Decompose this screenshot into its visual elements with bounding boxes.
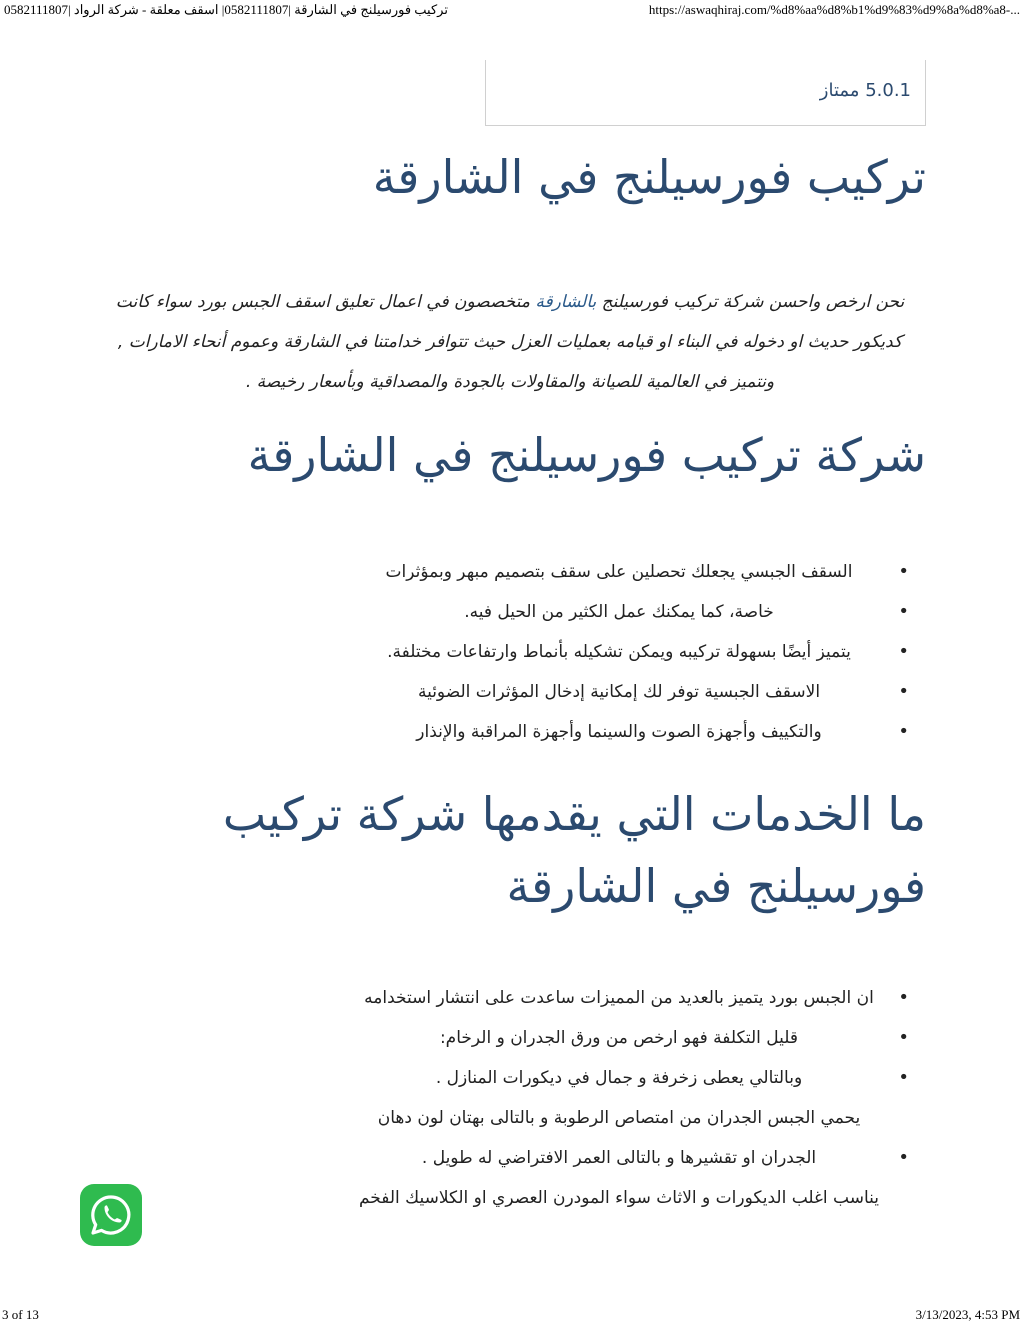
intro-paragraph (110, 282, 910, 402)
list-item: يحمي الجبس الجدران من امتصاص الرطوبة و بالتالى بهتان لون دهان (377, 1108, 861, 1128)
whatsapp-button[interactable] (80, 1184, 142, 1246)
company-heading: شركة تركيب فورسيلنج في الشارقة (247, 428, 926, 482)
print-header (0, 0, 1024, 20)
services-heading: ما الخدمات التي يقدمها شركة تركيب فورسيلنج في الشارقة (222, 787, 926, 913)
intro-text-start: نحن ارخص واحسن شركة تركيب فورسيلنج (596, 292, 905, 312)
whatsapp-icon (80, 1184, 142, 1246)
intro-text-end: متخصصون في اعمال تعليق اسقف الجبس بورد سواء كانت كديكور حديث او دخوله في البناء او قيامه بعمليات العزل حيث تتوافر خدامتنا في الشارقة وعموم أنحاء الامارات , ونتميز في العالمية للصيانة والمقاولات بالجودة والمصداقية وبأسعار رخيصة . (115, 292, 903, 392)
page-title: تركيب فورسيلنج في الشارقة (372, 150, 926, 204)
list-item: • وبالتالي يعطى زخرفة و جمال في ديكورات المنازل . (349, 1058, 889, 1098)
list-item: • خاصة، كما يمكنك عمل الكثير من الحيل فيه. (349, 592, 889, 632)
rating-text: 5.0.1 ممتاز (819, 80, 911, 101)
list-item: • قليل التكلفة فهو ارخص من ورق الجدران و الرخام: (349, 1018, 889, 1058)
list-item: يناسب اغلب الديكورات و الاثاث سواء المودرن العصري او الكلاسيك الفخم (358, 1188, 880, 1208)
print-header-url: https://aswaqhiraj.com/%d8%aa%d8%b1%d9%83%d9%8a%d8%a8-... (648, 2, 1020, 17)
print-header-title: تركيب فورسيلنج في الشارقة |0582111807| اسقف معلقة - شركة الرواد |0582111807 (4, 2, 448, 17)
list-item: • ان الجبس بورد يتميز بالعديد من المميزات ساعدت على انتشار استخدامه (349, 978, 889, 1018)
services-list (349, 978, 889, 1218)
list-item: • والتكييف وأجهزة الصوت والسينما وأجهزة المراقبة والإنذار (349, 712, 889, 752)
print-date: 3/13/2023, 4:53 PM (915, 1307, 1020, 1322)
page-number: 3 of 13 (2, 1307, 39, 1322)
features-list (349, 552, 889, 752)
sharjah-link[interactable]: بالشارقة (535, 292, 597, 312)
list-item: • الاسقف الجبسية توفر لك إمكانية إدخال المؤثرات الضوئية (349, 672, 889, 712)
list-item: • يتميز أيضًا بسهولة تركيبه ويمكن تشكيله بأنماط وارتفاعات مختلفة. (349, 632, 889, 672)
list-item: • الجدران او تقشيرها و بالتالى العمر الافتراضي له طويل . (349, 1138, 889, 1178)
list-item: • السقف الجبسي يجعلك تحصلين على سقف بتصميم مبهر وبمؤثرات (349, 552, 889, 592)
rating-box (485, 60, 926, 126)
print-footer (0, 1305, 1024, 1325)
